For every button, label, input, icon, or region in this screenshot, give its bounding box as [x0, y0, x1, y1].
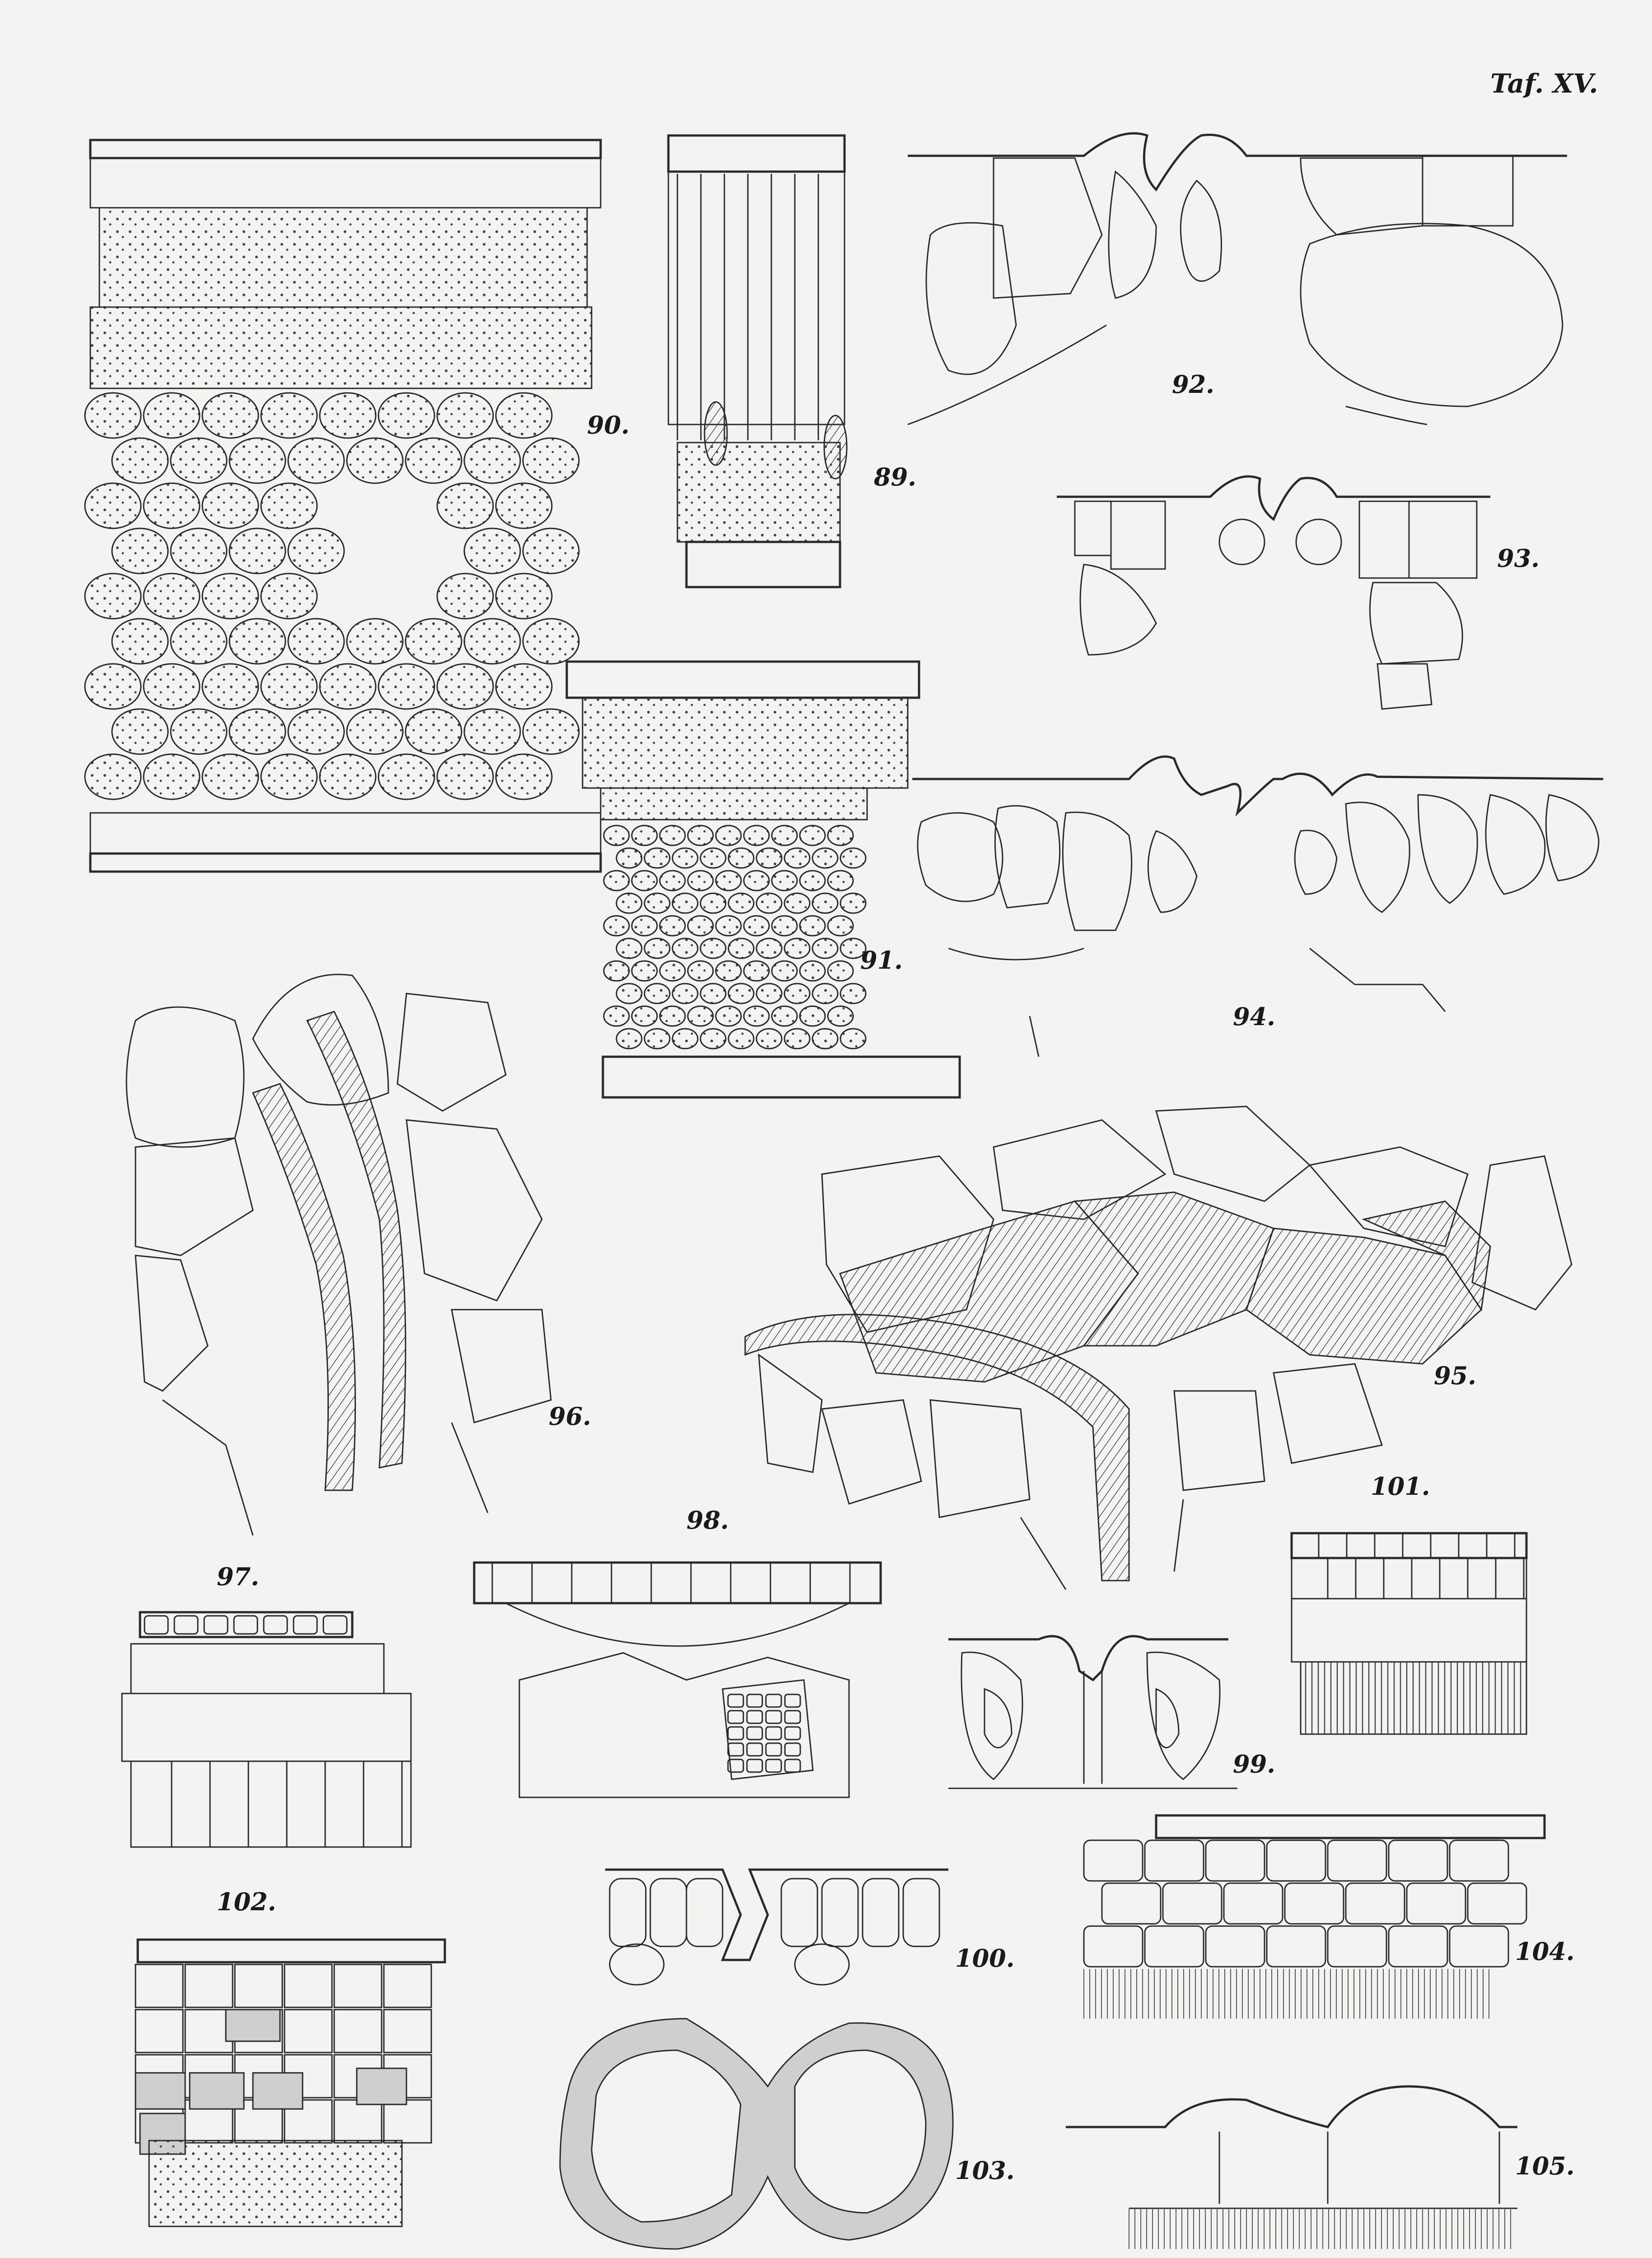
spongy-cell — [464, 528, 520, 574]
spongy-cell — [378, 664, 434, 709]
spongy-cell — [744, 1006, 769, 1026]
spongy-cell — [688, 1006, 713, 1026]
small-cell — [728, 1727, 743, 1740]
spongy-cell — [632, 916, 657, 936]
spongy-cell — [171, 438, 227, 483]
spongy-cell — [85, 754, 141, 799]
spongy-cell — [261, 664, 317, 709]
spongy-cell — [112, 709, 168, 754]
spongy-cell — [144, 574, 200, 619]
spongy-cell — [320, 393, 376, 438]
spongy-cell — [202, 483, 258, 528]
spongy-cell — [378, 754, 434, 799]
small-cell — [785, 1759, 800, 1772]
spongy-cell — [85, 393, 141, 438]
spongy-cell — [728, 1029, 754, 1049]
spongy-cell — [840, 984, 866, 1003]
spongy-cell — [784, 938, 810, 958]
epidermis-cell — [294, 1616, 317, 1634]
spongy-cell — [812, 893, 838, 913]
spongy-cell — [261, 754, 317, 799]
spongy-cell — [812, 938, 838, 958]
spongy-cell — [644, 848, 670, 868]
figure-91 — [567, 662, 960, 1097]
figure-label-100: 100. — [955, 1944, 1015, 1973]
spongy-cell — [784, 984, 810, 1003]
spongy-cell — [144, 393, 200, 438]
small-cell — [728, 1694, 743, 1707]
spongy-cell — [700, 848, 726, 868]
figure-96 — [126, 975, 551, 1535]
hypodermis-cell — [1407, 1883, 1465, 1924]
lower-cell — [795, 1944, 849, 1985]
spongy-cell — [288, 709, 344, 754]
epidermis-cell — [174, 1616, 198, 1634]
epidermis-cell — [204, 1616, 228, 1634]
small-cell — [766, 1759, 781, 1772]
spongy-cell — [772, 916, 797, 936]
small-cell — [785, 1727, 800, 1740]
figure-label-94: 94. — [1233, 1002, 1275, 1031]
spongy-cell — [616, 938, 642, 958]
small-cell — [766, 1694, 781, 1707]
spongy-cell — [644, 1029, 670, 1049]
spongy-cell — [632, 871, 657, 891]
spongy-cell — [700, 893, 726, 913]
small-cell — [785, 1743, 800, 1756]
spongy-cell — [744, 916, 769, 936]
spongy-cell — [728, 984, 754, 1003]
spongy-cell — [772, 826, 797, 845]
hypodermis-cell — [1206, 1840, 1265, 1881]
small-cell — [747, 1694, 762, 1707]
spongy-cell — [171, 709, 227, 754]
spongy-cell — [202, 664, 258, 709]
spongy-cell — [406, 709, 462, 754]
hypodermis-cell — [1084, 1840, 1143, 1881]
spongy-cell — [840, 1029, 866, 1049]
spongy-cell — [688, 916, 713, 936]
hypodermis-cell — [1328, 1840, 1386, 1881]
spongy-cell — [144, 754, 200, 799]
spongy-cell — [288, 528, 344, 574]
spongy-cell — [772, 871, 797, 891]
spongy-cell — [347, 438, 403, 483]
lower-cell — [610, 1944, 664, 1985]
figure-label-102: 102. — [217, 1887, 276, 1916]
spongy-cell — [464, 438, 520, 483]
spongy-cell — [496, 664, 552, 709]
spongy-cell — [437, 754, 493, 799]
hypodermis-cell — [1267, 1926, 1325, 1967]
spongy-cell — [632, 961, 657, 981]
hypodermis-cell — [1102, 1883, 1161, 1924]
spongy-cell — [144, 664, 200, 709]
figure-label-91: 91. — [860, 946, 903, 975]
spongy-cell — [672, 984, 698, 1003]
spongy-cell — [688, 826, 713, 845]
guard-area-cell — [610, 1879, 646, 1946]
spongy-cell — [828, 826, 853, 845]
figure-label-90: 90. — [587, 411, 630, 439]
spongy-cell — [812, 1029, 838, 1049]
spongy-cell — [756, 893, 782, 913]
spongy-cell — [800, 961, 825, 981]
spongy-cell — [716, 916, 741, 936]
spongy-cell — [716, 961, 741, 981]
guard-area-cell — [686, 1879, 723, 1946]
guard-area-cell — [650, 1879, 686, 1946]
spongy-cell — [828, 916, 853, 936]
spongy-cell — [660, 1006, 685, 1026]
spongy-cell — [604, 826, 629, 845]
spongy-cell — [288, 619, 344, 664]
spongy-cell — [644, 984, 670, 1003]
spongy-cell — [437, 393, 493, 438]
spongy-cell — [772, 961, 797, 981]
spongy-cell — [744, 961, 769, 981]
figure-105 — [1066, 2086, 1517, 2249]
spongy-cell — [632, 826, 657, 845]
parenchyma-cell — [384, 1964, 431, 2007]
spongy-cell — [616, 1029, 642, 1049]
parenchyma-cell — [185, 1964, 233, 2007]
spongy-cell — [744, 826, 769, 845]
small-cell — [728, 1743, 743, 1756]
spongy-cell — [632, 1006, 657, 1026]
figure-label-101: 101. — [1371, 1472, 1430, 1501]
spongy-cell — [716, 1006, 741, 1026]
figure-98 — [474, 1563, 881, 1797]
hypodermis-cell — [1468, 1883, 1526, 1924]
spongy-cell — [716, 826, 741, 845]
figure-label-96: 96. — [549, 1402, 591, 1431]
parenchyma-cell — [135, 1964, 183, 2007]
figure-99 — [948, 1636, 1237, 1788]
small-cell — [766, 1711, 781, 1723]
spongy-cell — [112, 528, 168, 574]
figure-97 — [122, 1612, 411, 1847]
spongy-cell — [728, 893, 754, 913]
small-cell — [785, 1694, 800, 1707]
spongy-cell — [229, 709, 285, 754]
parenchyma-cell — [285, 1964, 332, 2007]
spongy-cell — [288, 438, 344, 483]
spongy-cell — [828, 961, 853, 981]
spongy-cell — [261, 393, 317, 438]
spongy-cell — [728, 938, 754, 958]
spongy-cell — [784, 1029, 810, 1049]
spongy-cell — [496, 393, 552, 438]
figure-label-98: 98. — [686, 1506, 729, 1535]
spongy-cell — [672, 893, 698, 913]
spongy-cell — [496, 483, 552, 528]
spongy-cell — [496, 574, 552, 619]
spongy-cell — [85, 574, 141, 619]
spongy-cell — [437, 574, 493, 619]
small-cell — [785, 1711, 800, 1723]
parenchyma-cell — [285, 2010, 332, 2053]
spongy-cell — [784, 893, 810, 913]
figure-label-99: 99. — [1233, 1749, 1275, 1778]
spongy-cell — [347, 709, 403, 754]
small-cell — [766, 1727, 781, 1740]
hypodermis-cell — [1389, 1840, 1447, 1881]
guard-area-cell — [781, 1879, 817, 1946]
hypodermis-cell — [1145, 1926, 1204, 1967]
figure-89 — [668, 135, 847, 587]
spongy-cell — [261, 483, 317, 528]
spongy-cell — [700, 938, 726, 958]
epidermis-cell — [145, 1616, 168, 1634]
spongy-cell — [616, 848, 642, 868]
parenchyma-cell — [384, 2100, 431, 2143]
spongy-cell — [604, 871, 629, 891]
small-cell — [766, 1743, 781, 1756]
spongy-cell — [744, 871, 769, 891]
spongy-cell — [756, 1029, 782, 1049]
spongy-cell — [604, 961, 629, 981]
hypodermis-cell — [1450, 1840, 1508, 1881]
spongy-cell — [660, 916, 685, 936]
hypodermis-cell — [1224, 1883, 1283, 1924]
hypodermis-cell — [1206, 1926, 1265, 1967]
spongy-cell — [378, 393, 434, 438]
figure-90 — [85, 140, 601, 872]
spongy-cell — [496, 754, 552, 799]
spongy-cell — [523, 528, 579, 574]
spongy-cell — [229, 528, 285, 574]
spongy-cell — [700, 984, 726, 1003]
hypodermis-cell — [1267, 1840, 1325, 1881]
spongy-cell — [604, 1006, 629, 1026]
spongy-cell — [644, 893, 670, 913]
spongy-cell — [688, 871, 713, 891]
spongy-cell — [756, 848, 782, 868]
figure-label-92: 92. — [1172, 370, 1214, 399]
spongy-cell — [672, 848, 698, 868]
small-cell — [747, 1759, 762, 1772]
figure-104 — [1084, 1815, 1545, 2258]
figure-101 — [1292, 1533, 1526, 1734]
spongy-cell — [523, 709, 579, 754]
figure-103 — [560, 2019, 953, 2249]
spongy-cell — [523, 438, 579, 483]
spongy-cell — [728, 848, 754, 868]
spongy-cell — [716, 871, 741, 891]
figure-label-93: 93. — [1497, 544, 1540, 573]
figure-label-105: 105. — [1515, 2151, 1575, 2180]
spongy-cell — [604, 916, 629, 936]
spongy-cell — [756, 984, 782, 1003]
spongy-cell — [644, 938, 670, 958]
parenchyma-cell — [334, 1964, 382, 2007]
spongy-cell — [784, 848, 810, 868]
figure-label-95: 95. — [1434, 1361, 1476, 1390]
epidermis-cell — [264, 1616, 287, 1634]
figure-95 — [745, 1106, 1572, 1590]
figure-92 — [908, 133, 1567, 425]
spongy-cell — [800, 871, 825, 891]
spongy-cell — [616, 984, 642, 1003]
spongy-cell — [112, 619, 168, 664]
epidermis-cell — [323, 1616, 347, 1634]
spongy-cell — [672, 938, 698, 958]
spongy-cell — [800, 1006, 825, 1026]
spongy-cell — [171, 619, 227, 664]
spongy-cell — [229, 619, 285, 664]
spongy-cell — [800, 826, 825, 845]
hypodermis-cell — [1328, 1926, 1386, 1967]
hypodermis-cell — [1346, 1883, 1405, 1924]
hypodermis-cell — [1450, 1926, 1508, 1967]
spongy-cell — [660, 826, 685, 845]
spongy-cell — [347, 619, 403, 664]
hypodermis-cell — [1285, 1883, 1344, 1924]
figure-100 — [605, 1870, 948, 1985]
small-cell — [728, 1711, 743, 1723]
spongy-cell — [660, 871, 685, 891]
guard-area-cell — [903, 1879, 939, 1946]
spongy-cell — [437, 664, 493, 709]
spongy-cell — [800, 916, 825, 936]
spongy-cell — [406, 619, 462, 664]
spongy-cell — [672, 1029, 698, 1049]
spongy-cell — [464, 619, 520, 664]
spongy-cell — [85, 664, 141, 709]
hypodermis-cell — [1389, 1926, 1447, 1967]
epidermis-cell — [234, 1616, 257, 1634]
spongy-cell — [202, 393, 258, 438]
spongy-cell — [144, 483, 200, 528]
figure-label-89: 89. — [874, 462, 916, 491]
spongy-cell — [171, 528, 227, 574]
figure-102 — [135, 1940, 445, 2226]
hypodermis-cell — [1145, 1840, 1204, 1881]
guard-area-cell — [822, 1879, 858, 1946]
spongy-cell — [756, 938, 782, 958]
figure-93 — [1057, 476, 1490, 709]
parenchyma-cell — [384, 2010, 431, 2053]
spongy-cell — [202, 754, 258, 799]
small-cell — [747, 1727, 762, 1740]
hypodermis-cell — [1084, 1926, 1143, 1967]
spongy-cell — [320, 664, 376, 709]
figure-label-103: 103. — [955, 2156, 1015, 2185]
parenchyma-cell — [334, 2010, 382, 2053]
parenchyma-cell — [334, 2100, 382, 2143]
spongy-cell — [700, 1029, 726, 1049]
spongy-cell — [688, 961, 713, 981]
spongy-cell — [772, 1006, 797, 1026]
spongy-cell — [812, 984, 838, 1003]
spongy-cell — [523, 619, 579, 664]
spongy-cell — [261, 574, 317, 619]
spongy-cell — [464, 709, 520, 754]
spongy-cell — [616, 893, 642, 913]
spongy-cell — [406, 438, 462, 483]
spongy-cell — [202, 574, 258, 619]
small-cell — [747, 1743, 762, 1756]
plate-title: Taf. XV. — [1490, 68, 1598, 99]
spongy-cell — [828, 1006, 853, 1026]
spongy-cell — [320, 754, 376, 799]
spongy-cell — [812, 848, 838, 868]
spongy-cell — [437, 483, 493, 528]
parenchyma-cell — [235, 1964, 282, 2007]
figure-label-97: 97. — [217, 1562, 259, 1591]
small-cell — [747, 1711, 762, 1723]
spongy-cell — [112, 438, 168, 483]
spongy-cell — [229, 438, 285, 483]
spongy-cell — [660, 961, 685, 981]
hypodermis-cell — [1163, 1883, 1222, 1924]
spongy-cell — [840, 848, 866, 868]
guard-area-cell — [863, 1879, 899, 1946]
figure-label-104: 104. — [1515, 1937, 1575, 1966]
parenchyma-cell — [135, 2010, 183, 2053]
spongy-cell — [840, 893, 866, 913]
spongy-cell — [85, 483, 141, 528]
spongy-cell — [828, 871, 853, 891]
